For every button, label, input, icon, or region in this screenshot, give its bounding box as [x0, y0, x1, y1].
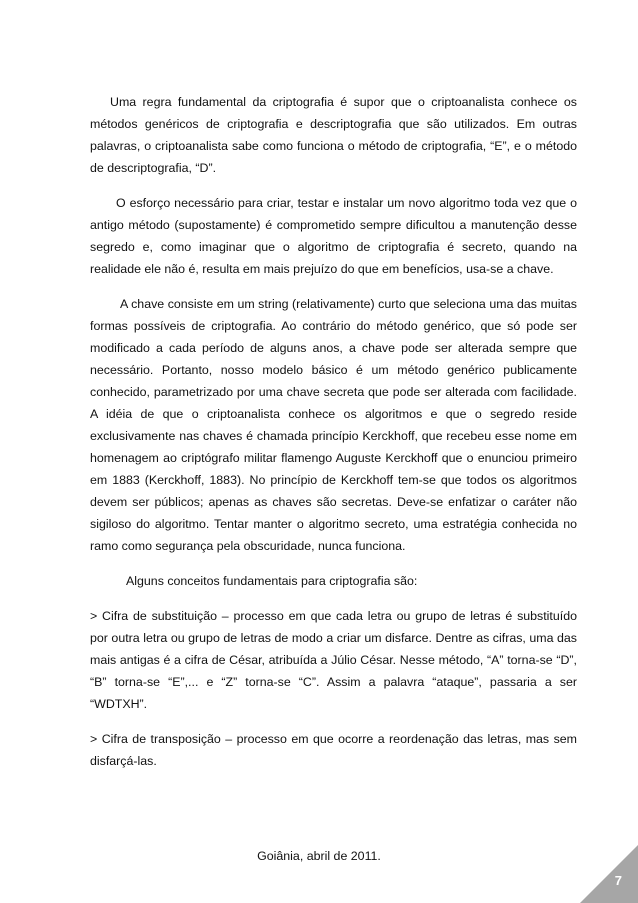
paragraph-substitution-cipher: > Cifra de substituição – processo em que cada letra ou grupo de letras é substituído por outra letra ou grupo de letras de modo a criar um disfarce. Dentre as cifras, uma das mais antigas é a cifra de César, atribuída a Júlio César. Nesse método, “A” torna-se “D”, “B” torna-se “E”,... e “Z” torna-se “C”. Assim a palavra “ataque”, passaria a ser “WDTXH”.	[90, 609, 577, 711]
paragraph-concepts-intro: Alguns conceitos fundamentais para criptografia são:	[126, 574, 418, 588]
paragraph-transposition-cipher: > Cifra de transposição – processo em que ocorre a reordenação das letras, mas sem disfarçá-las.	[90, 732, 577, 768]
page-corner-triangle	[580, 845, 638, 903]
footer-location-date: Goiânia, abril de 2011.	[257, 849, 381, 863]
paragraph-fundamental-rule: Uma regra fundamental da criptografia é supor que o criptoanalista conhece os métodos genéricos de criptografia e descriptografia que são utilizados. Em outras palavras, o criptoanalista sabe como funciona o método de criptografia, “E”, e o método de descriptografia, “D”.	[90, 95, 577, 175]
document-body	[90, 91, 577, 785]
paragraph-key: A chave consiste em um string (relativamente) curto que seleciona uma das muitas formas possíveis de criptografia. Ao contrário do método genérico, que só pode ser modificado a cada período de alguns anos, a chave pode ser alterada sempre que necessário. Portanto, nosso modelo básico é um método genérico publicamente conhecido, parametrizado por uma chave secreta que pode ser alterada com facilidade. A idéia de que o criptoanalista conhece os algoritmos e que o segredo reside exclusivamente nas chaves é chamada princípio Kerckhoff, que recebeu esse nome em homenagem ao criptógrafo militar flamengo Auguste Kerckhoff que o enunciou primeiro em 1883 (Kerckhoff, 1883). No princípio de Kerckhoff tem-se que todos os algoritmos devem ser públicos; apenas as chaves são secretas. Deve-se enfatizar o caráter não sigiloso do algoritmo. Tentar manter o algoritmo secreto, uma estratégia conhecida no ramo como segurança pela obscuridade, nunca funciona.	[90, 297, 577, 553]
paragraph-effort: O esforço necessário para criar, testar e instalar um novo algoritmo toda vez que o antigo método (supostamente) é comprometido sempre dificultou a manutenção desse segredo e, como imaginar que o algoritmo de criptografia é secreto, quando na realidade ele não é, resulta em mais prejuízo do que em benefícios, usa-se a chave.	[90, 196, 577, 276]
page-number: 7	[614, 873, 622, 888]
